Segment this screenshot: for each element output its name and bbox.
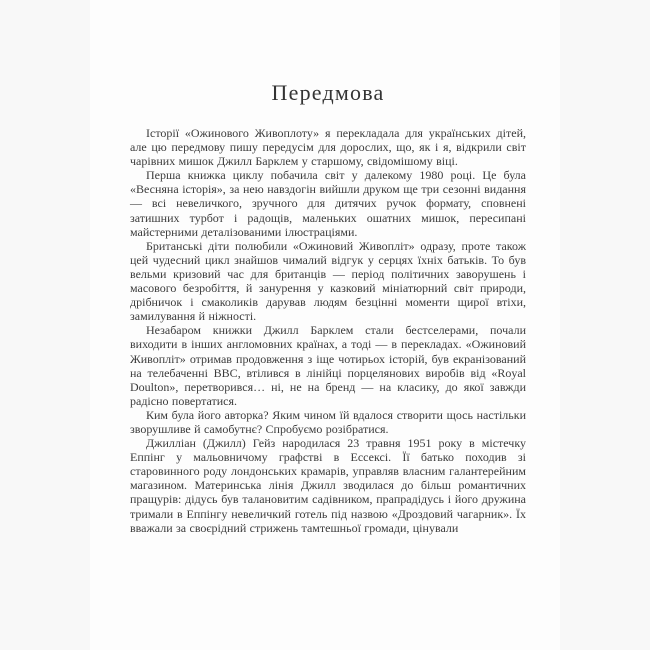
paragraph: Незабаром книжки Джилл Барклем стали бестселерами, почали виходити в інших англомовних країнах, а тоді — в перекладах. «Ожиновий Живопліт» отримав продовження з іще чотирьох історій, був екранізований на телебаченні BBC, втілився в лінійці порцелянових виробів від «Royal Doulton», перетворився… ні, не на бренд — на класику, до якої завжди радісно повертатися. xyxy=(130,323,526,408)
book-page xyxy=(90,0,560,650)
paragraph: Ким була його авторка? Яким чином їй вдалося створити щось настільки зворушливе й самобутнє? Спробуємо розібратися. xyxy=(130,407,526,436)
paragraph: Історії «Ожинового Живоплоту» я перекладала для українських дітей, але цю передмову пишу передусім для дорослих, що, як і я, відкрили світ чарівних мишок Джилл Барклем у старшому, свідомішому віці. xyxy=(130,126,526,169)
paragraph: Перша книжка циклу побачила світ у далекому 1980 році. Це була «Весняна історія», за нею навздогін вийшли друком ще три сезонні видання — всі невеличкого, зручного для дитячих ручок формату, сповнені затишних турбот і радощів, маленьких ошатних мишок, пересипані майстерними деталізованими ілюстраціями. xyxy=(130,168,526,239)
chapter-title: Передмова xyxy=(271,80,385,105)
paragraph: Джилліан (Джилл) Гейз народилася 23 травня 1951 року в містечку Еппінг у мальовничому графстві в Ессексі. Її батько походив зі старовинного роду лондонських крамарів, управляв власним галантерейним магазином. Материнська лінія Джилл зводилася до більш романтичних пращурів: дідусь був талановитим садівником, прапрадідусь і його дружина тримали в Еппінгу невеличкий готель під назвою «Дроздовий чагарник». Їх вважали за своєрідний стрижень тамтешньої громади, цінували xyxy=(130,436,526,535)
chapter-body xyxy=(130,126,526,535)
paragraph: Британські діти полюбили «Ожиновий Живопліт» одразу, проте також цей чудесний цикл знайшов чималий відгук у серцях їхніх батьків. То був вельми кризовий час для британців — період політичних заворушень і масового безробіття, й занурення у казковий мініатюрний світ природи, дрібничок і смаколиків дарував людям безцінні моменти щирої втіхи, замилування й ніжності. xyxy=(130,238,526,324)
